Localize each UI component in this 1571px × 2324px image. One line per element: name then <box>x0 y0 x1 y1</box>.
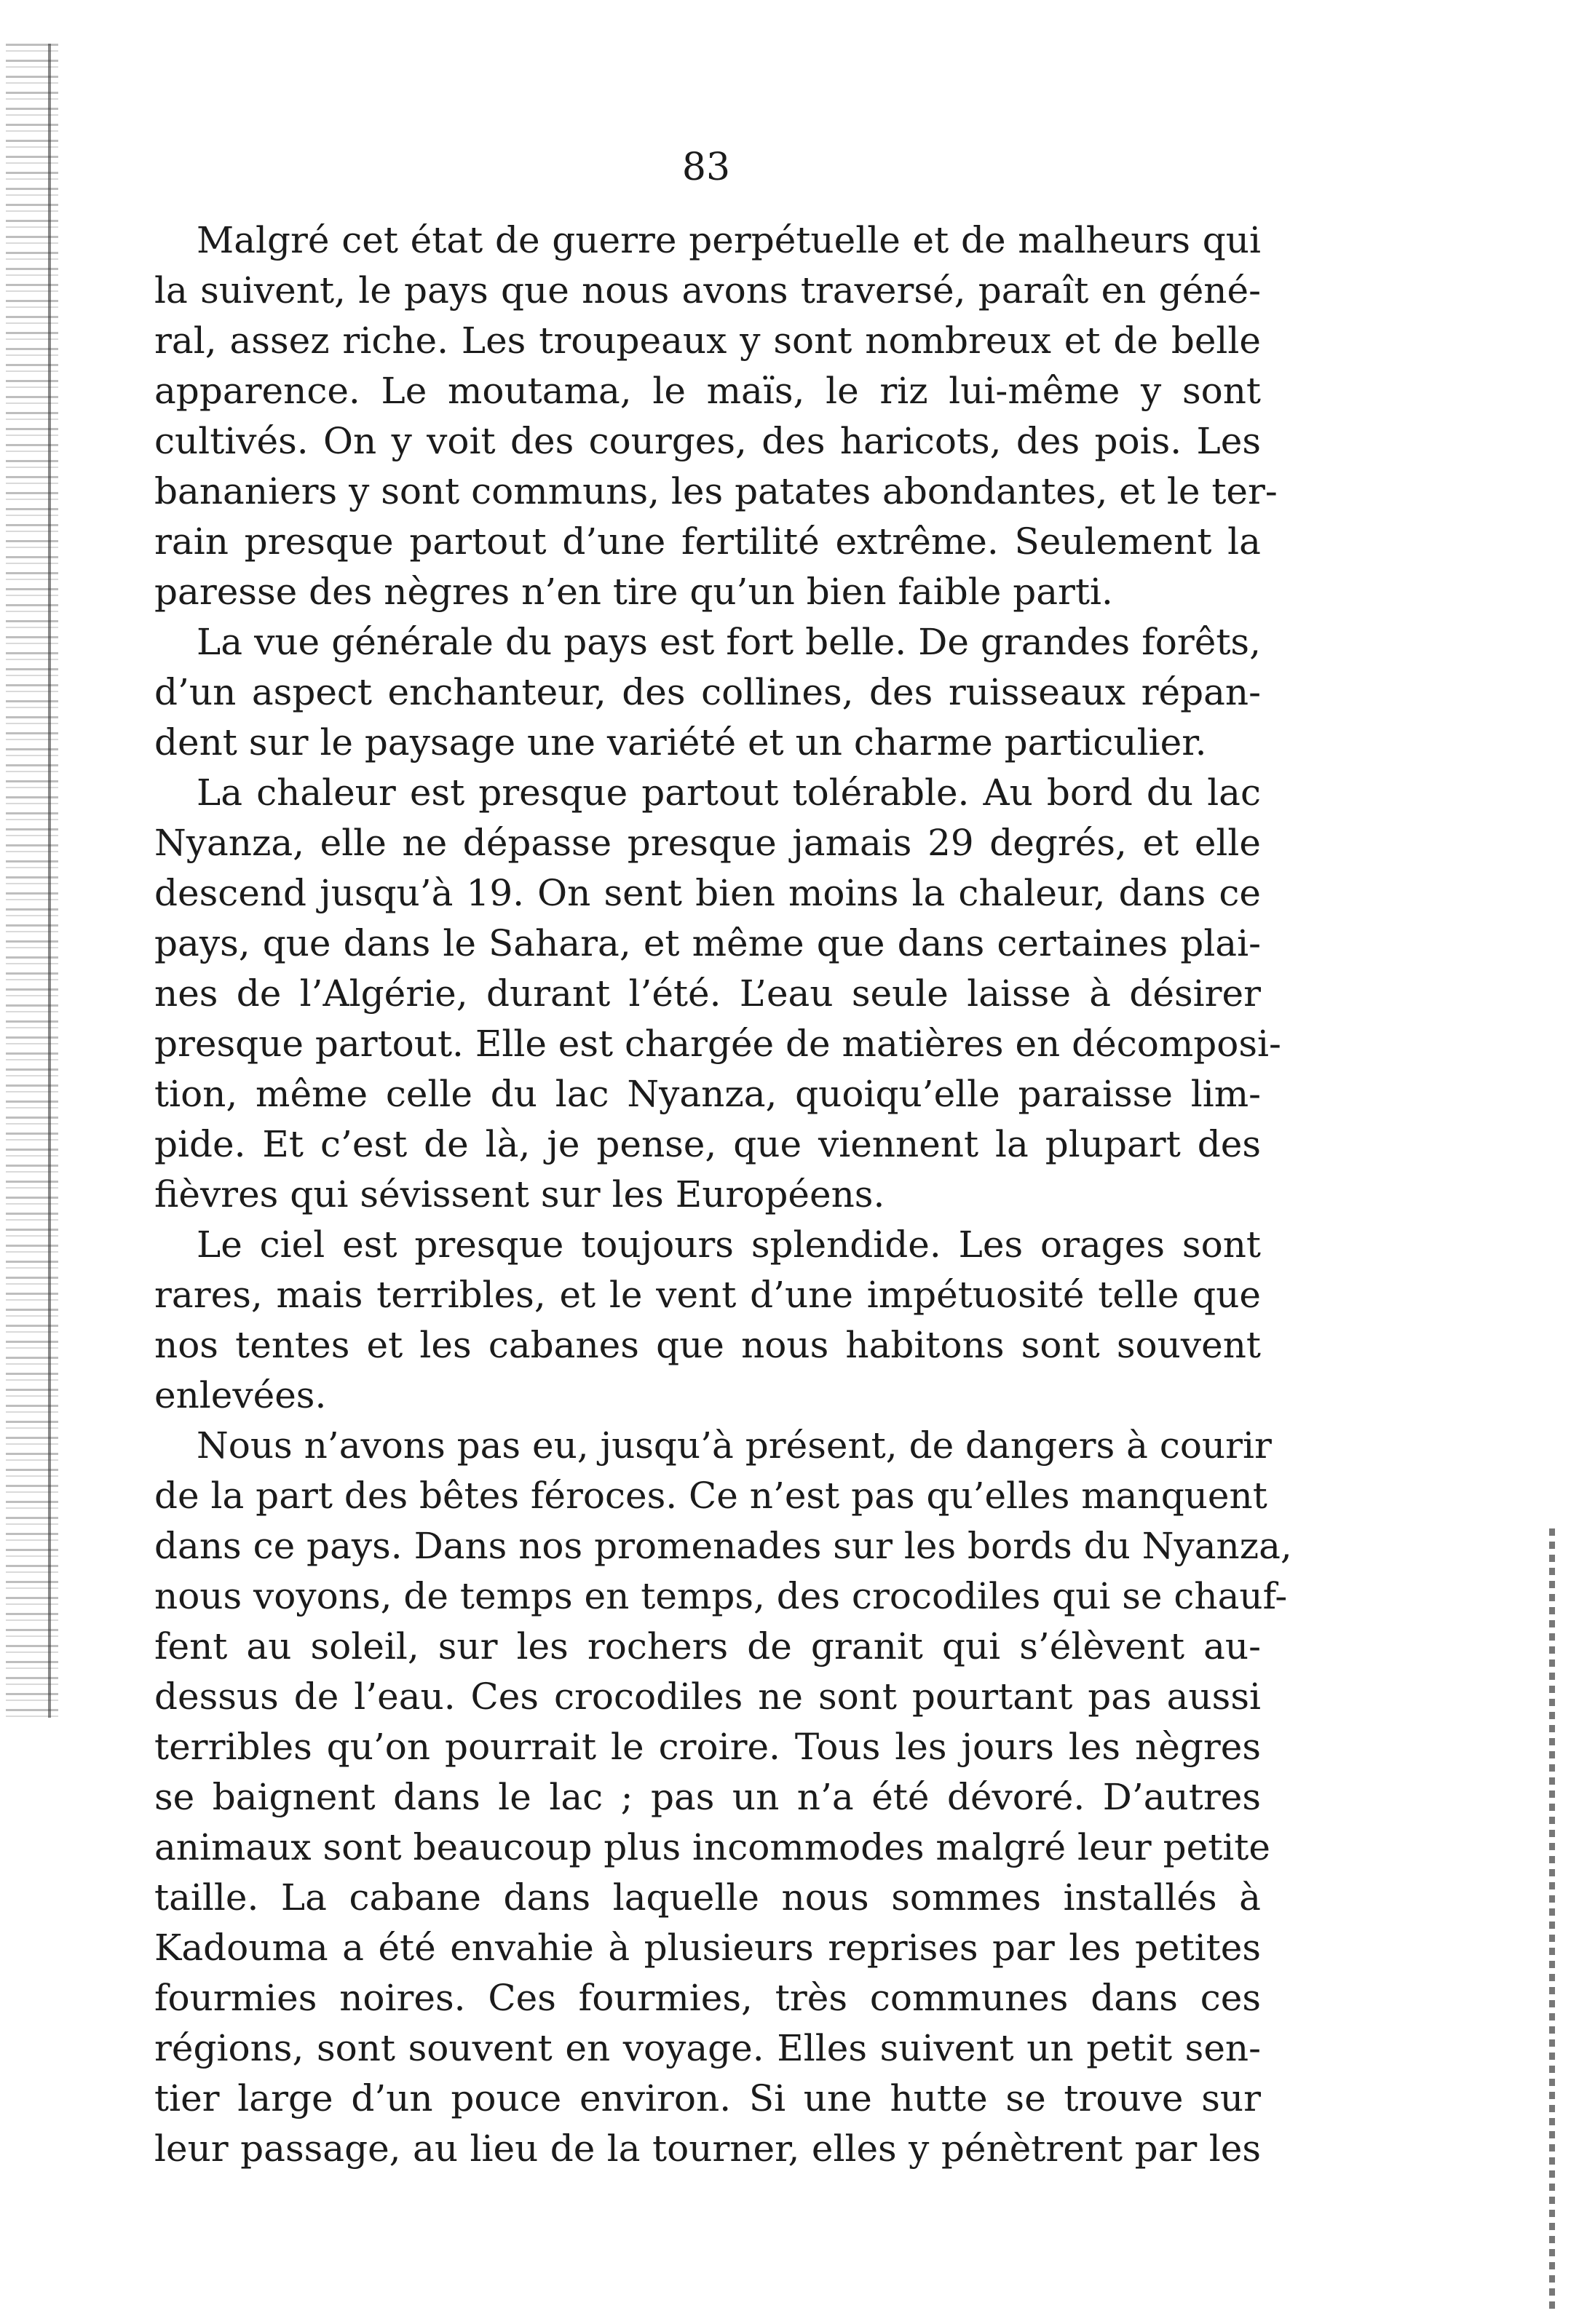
text-line: la suivent, le pays que nous avons traversé, paraît en géné- <box>154 269 1261 312</box>
text-line: rain presque partout d’une fertilité extrême. Seulement la <box>154 520 1261 563</box>
paragraph-2 <box>154 617 1261 768</box>
text-line: taille. La cabane dans laquelle nous sommes installés à <box>154 1876 1261 1919</box>
text-line: presque partout. Elle est chargée de matières en décomposi- <box>154 1023 1281 1065</box>
scan-binding-left-line <box>48 44 51 1718</box>
paragraph-3 <box>154 768 1281 1220</box>
text-line: paresse des nègres n’en tire qu’un bien faible parti. <box>154 571 1113 613</box>
text-line: enlevées. <box>154 1374 327 1416</box>
body-text <box>154 215 1292 2174</box>
text-line: fourmies noires. Ces fourmies, très communes dans ces <box>154 1977 1261 2019</box>
text-line: La vue générale du pays est fort belle. De grandes forêts, <box>197 621 1261 663</box>
text-line: régions, sont souvent en voyage. Elles suivent un petit sen- <box>154 2027 1261 2069</box>
text-line: Malgré cet état de guerre perpétuelle et de malheurs qui <box>197 219 1261 261</box>
scan-binding-right-edge <box>1549 1528 1555 2315</box>
text-line: dans ce pays. Dans nos promenades sur les bords du Nyanza, <box>154 1525 1292 1567</box>
text-line: apparence. Le moutama, le maïs, le riz lui-même y sont <box>154 370 1261 412</box>
page-number: 83 <box>681 146 731 189</box>
text-line: pays, que dans le Sahara, et même que dans certaines plai- <box>154 922 1261 964</box>
text-line: nos tentes et les cabanes que nous habitons sont souvent <box>154 1324 1261 1366</box>
text-line: pide. Et c’est de là, je pense, que viennent la plupart des <box>154 1123 1261 1165</box>
text-line: Nous n’avons pas eu, jusqu’à présent, de dangers à courir <box>197 1424 1272 1467</box>
text-line: descend jusqu’à 19. On sent bien moins la chaleur, dans ce <box>154 872 1261 914</box>
text-line: leur passage, au lieu de la tourner, elles y pénètrent par les <box>154 2127 1261 2170</box>
text-line: Kadouma a été envahie à plusieurs reprises par les petites <box>154 1927 1261 1969</box>
paragraph-4 <box>154 1220 1261 1421</box>
text-line: tier large d’un pouce environ. Si une hutte se trouve sur <box>154 2077 1261 2119</box>
text-line: cultivés. On y voit des courges, des haricots, des pois. Les <box>154 420 1261 462</box>
text-line: nes de l’Algérie, durant l’été. L’eau seule laisse à désirer <box>154 972 1261 1015</box>
text-line: dent sur le paysage une variété et un charme particulier. <box>154 721 1207 764</box>
text-line: se baignent dans le lac ; pas un n’a été dévoré. D’autres <box>154 1776 1261 1818</box>
text-line: tion, même celle du lac Nyanza, quoiqu’elle paraisse lim- <box>154 1073 1261 1115</box>
paragraph-5 <box>154 1421 1292 2174</box>
text-line: ral, assez riche. Les troupeaux y sont nombreux et de belle <box>154 320 1261 362</box>
text-line: Le ciel est presque toujours splendide. Les orages sont <box>197 1224 1261 1266</box>
text-line: bananiers y sont communs, les patates abondantes, et le ter- <box>154 470 1278 512</box>
text-line: Nyanza, elle ne dépasse presque jamais 29 degrés, et elle <box>154 822 1261 864</box>
text-line: fièvres qui sévissent sur les Européens. <box>154 1173 885 1215</box>
text-line: terribles qu’on pourrait le croire. Tous les jours les nègres <box>154 1726 1261 1768</box>
text-line: La chaleur est presque partout tolérable. Au bord du lac <box>197 772 1261 814</box>
text-line: dessus de l’eau. Ces crocodiles ne sont pourtant pas aussi <box>154 1675 1261 1718</box>
text-line: d’un aspect enchanteur, des collines, des ruisseaux répan- <box>154 671 1261 713</box>
text-line: animaux sont beaucoup plus incommodes malgré leur petite <box>154 1826 1270 1868</box>
text-line: fent au soleil, sur les rochers de granit qui s’élèvent au- <box>154 1625 1261 1667</box>
text-line: de la part des bêtes féroces. Ce n’est pas qu’elles manquent <box>154 1475 1267 1517</box>
text-line: rares, mais terribles, et le vent d’une impétuosité telle que <box>154 1274 1261 1316</box>
text-line: nous voyons, de temps en temps, des crocodiles qui se chauf- <box>154 1575 1288 1617</box>
paragraph-1 <box>154 215 1278 617</box>
